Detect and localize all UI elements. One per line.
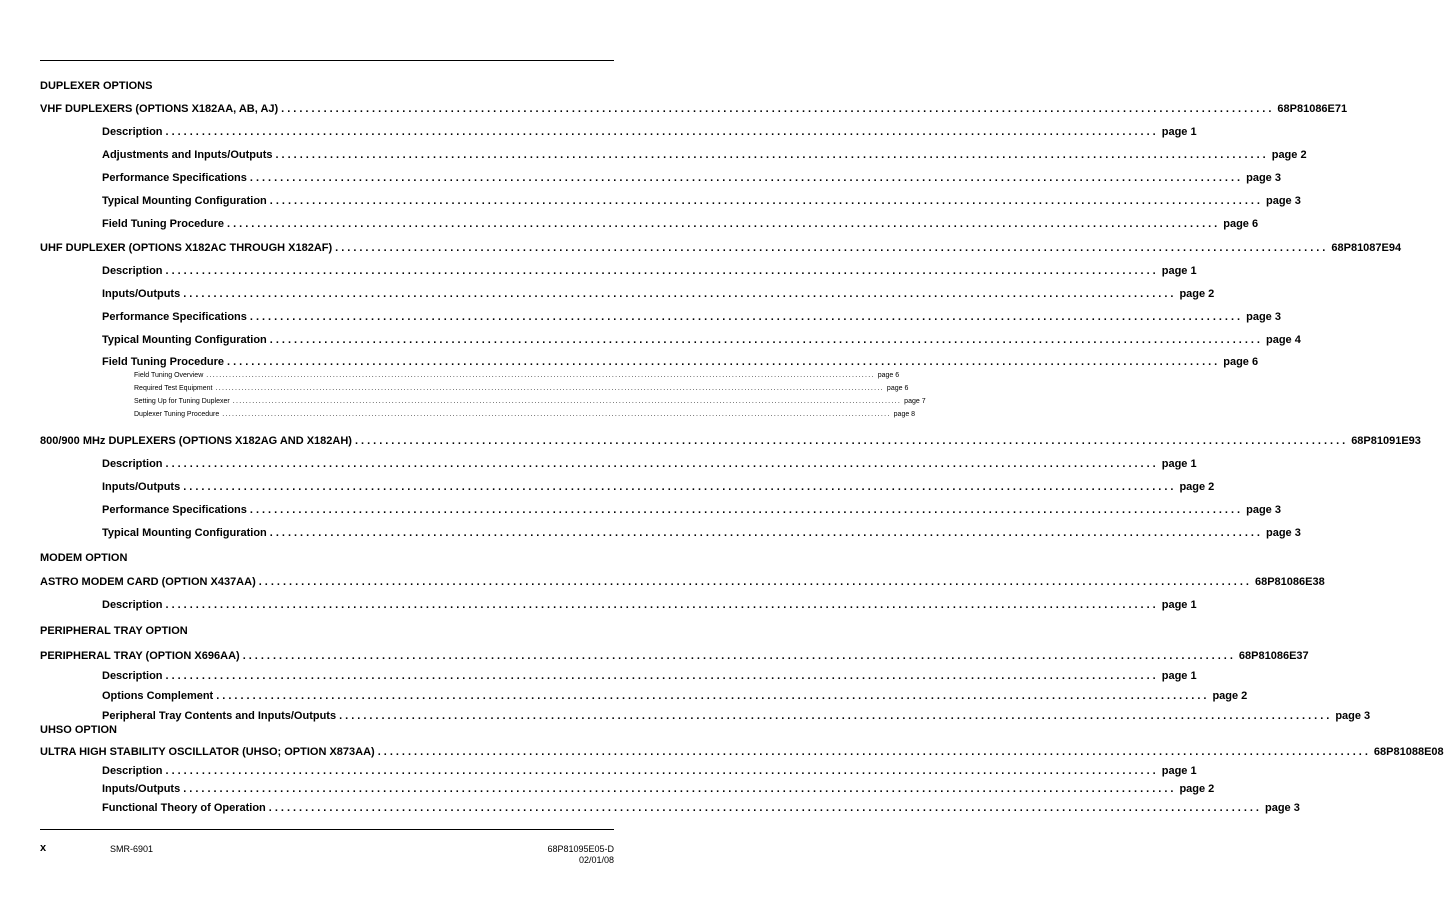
toc-entry[interactable] — [102, 710, 1371, 722]
toc-entry-page: page 1 — [1161, 458, 1197, 470]
toc-entry-title: Inputs/Outputs — [102, 481, 181, 493]
toc-entry-title: 800/900 MHz DUPLEXERS (OPTIONS X182AG AND X182AH) — [40, 435, 352, 447]
toc-entry-title: Description — [102, 265, 163, 277]
toc-entry-page: page 6 — [1223, 356, 1259, 368]
dot-leader: .................................................................................................................................................................... — [183, 481, 1177, 493]
toc-entry-page: page 3 — [1246, 172, 1281, 184]
toc-subentry[interactable] — [134, 372, 900, 379]
toc-entry-page: page 3 — [1266, 195, 1301, 207]
toc-entry-title: Field Tuning Overview — [134, 372, 204, 379]
top-rule — [40, 60, 614, 61]
toc-entry-page: 68P81086E38 — [1254, 576, 1325, 588]
footer-manual-code: SMR-6901 — [110, 844, 154, 854]
toc-entry[interactable] — [102, 783, 1215, 795]
toc-entry-page: page 3 — [1265, 802, 1300, 814]
toc-entry-title: Description — [102, 670, 163, 682]
dot-leader: .................................................................................................................................................................... — [269, 527, 1263, 539]
toc-entry-page: page 6 — [1223, 218, 1259, 230]
dot-leader: .................................................................................................................................................................... — [216, 690, 1210, 702]
dot-leader: .................................................................................................................................................................... — [183, 783, 1177, 795]
toc-entry[interactable] — [102, 356, 1259, 368]
section-heading-duplexer: DUPLEXER OPTIONS — [40, 80, 153, 92]
toc-entry-title: Typical Mounting Configuration — [102, 334, 267, 346]
toc-entry-page: 68P81086E37 — [1238, 650, 1309, 662]
toc-entry[interactable] — [102, 126, 1197, 138]
toc-entry-title: ULTRA HIGH STABILITY OSCILLATOR (UHSO; OPTION X873AA) — [40, 746, 375, 758]
dot-leader: .................................................................................................................................................................... — [249, 311, 1244, 323]
toc-entry[interactable] — [102, 311, 1281, 323]
toc-entry-page: page 2 — [1179, 288, 1215, 300]
dot-leader: .................................................................................................................................................................... — [268, 802, 1262, 814]
toc-entry-title: Setting Up for Tuning Duplexer — [134, 398, 230, 405]
toc-entry-title: VHF DUPLEXERS (OPTIONS X182AA, AB, AJ) — [40, 103, 279, 115]
toc-entry-page: page 2 — [1212, 690, 1248, 702]
dot-leader: .................................................................................................................................................................... — [165, 765, 1159, 777]
toc-entry-page: page 6 — [877, 372, 900, 379]
dot-leader: .............................................................................................................................................................................................................. — [206, 372, 875, 379]
dot-leader: .................................................................................................................................................................... — [269, 334, 1263, 346]
toc-entry-page: page 8 — [893, 411, 916, 418]
footer-doc-number: 68P81095E05-D — [547, 844, 614, 854]
toc-entry-page: page 1 — [1161, 670, 1197, 682]
toc-entry-title: Description — [102, 765, 163, 777]
toc-entry-title: Typical Mounting Configuration — [102, 527, 267, 539]
dot-leader: .................................................................................................................................................................... — [354, 435, 1349, 447]
toc-entry[interactable] — [102, 334, 1301, 346]
toc-entry-title: Inputs/Outputs — [102, 783, 181, 795]
toc-entry-title: Peripheral Tray Contents and Inputs/Outputs — [102, 710, 337, 722]
toc-entry-page: page 3 — [1266, 527, 1301, 539]
toc-subentry[interactable] — [134, 398, 926, 405]
toc-entry-page: page 1 — [1161, 265, 1197, 277]
dot-leader: .................................................................................................................................................................... — [227, 356, 1221, 368]
footer-date: 02/01/08 — [578, 855, 614, 865]
toc-entry[interactable] — [102, 149, 1307, 161]
toc-entry-title: Typical Mounting Configuration — [102, 195, 267, 207]
dot-leader: .................................................................................................................................................................... — [165, 599, 1159, 611]
toc-entry-page: page 2 — [1179, 783, 1215, 795]
toc-entry[interactable] — [102, 765, 1197, 777]
toc-entry[interactable] — [40, 650, 1309, 662]
toc-entry[interactable] — [102, 504, 1281, 516]
dot-leader: .................................................................................................................................................................... — [165, 458, 1159, 470]
toc-entry-page: page 3 — [1335, 710, 1371, 722]
toc-entry-page: 68P81086E71 — [1277, 103, 1348, 115]
toc-entry-page: 68P81088E08 — [1373, 746, 1444, 758]
dot-leader: .............................................................................................................................................................................................................. — [215, 385, 884, 392]
toc-entry-page: page 3 — [1246, 311, 1281, 323]
dot-leader: .................................................................................................................................................................... — [227, 218, 1221, 230]
toc-entry[interactable] — [102, 527, 1301, 539]
toc-entry-title: Inputs/Outputs — [102, 288, 181, 300]
dot-leader: .................................................................................................................................................................... — [269, 195, 1263, 207]
toc-entry[interactable] — [40, 103, 1348, 115]
toc-entry-page: page 6 — [886, 385, 909, 392]
dot-leader: .................................................................................................................................................................... — [242, 650, 1236, 662]
toc-entry-page: page 1 — [1161, 126, 1197, 138]
toc-entry[interactable] — [102, 690, 1248, 702]
toc-entry-page: page 7 — [904, 398, 926, 405]
dot-leader: .................................................................................................................................................................... — [165, 126, 1159, 138]
toc-entry-title: UHF DUPLEXER (OPTIONS X182AC THROUGH X182AF) — [40, 242, 333, 254]
toc-entry-title: Options Complement — [102, 690, 214, 702]
toc-entry-title: Description — [102, 458, 163, 470]
toc-subentry[interactable] — [134, 411, 916, 418]
toc-entry[interactable] — [102, 265, 1197, 277]
toc-entry[interactable] — [102, 288, 1215, 300]
toc-entry[interactable] — [40, 242, 1402, 254]
toc-entry[interactable] — [102, 172, 1281, 184]
toc-entry-page: page 4 — [1266, 334, 1301, 346]
toc-entry-title: Field Tuning Procedure — [102, 218, 225, 230]
toc-entry-title: Required Test Equipment — [134, 385, 213, 392]
toc-entry-title: Description — [102, 126, 163, 138]
toc-entry-title: Adjustments and Inputs/Outputs — [102, 149, 273, 161]
toc-entry-page: page 1 — [1161, 599, 1197, 611]
dot-leader: .................................................................................................................................................................... — [281, 103, 1275, 115]
toc-entry-page: page 3 — [1246, 504, 1281, 516]
dot-leader: .............................................................................................................................................................................................................. — [222, 411, 891, 418]
toc-entry[interactable] — [40, 435, 1421, 447]
toc-entry[interactable] — [40, 746, 1444, 758]
toc-entry[interactable] — [102, 481, 1215, 493]
toc-entry-title: Field Tuning Procedure — [102, 356, 225, 368]
dot-leader: .................................................................................................................................................................... — [339, 710, 1333, 722]
toc-entry-page: 68P81091E93 — [1351, 435, 1421, 447]
toc-entry-title: Description — [102, 599, 163, 611]
toc-entry[interactable] — [102, 195, 1301, 207]
dot-leader: .................................................................................................................................................................... — [249, 172, 1244, 184]
dot-leader: .................................................................................................................................................................... — [377, 746, 1371, 758]
section-heading-uhso: UHSO OPTION — [40, 724, 118, 736]
toc-entry-page: page 2 — [1179, 481, 1215, 493]
toc-entry[interactable] — [40, 576, 1325, 588]
toc-entry-title: Functional Theory of Operation — [102, 802, 266, 814]
dot-leader: .................................................................................................................................................................... — [275, 149, 1269, 161]
section-heading-modem: MODEM OPTION — [40, 552, 128, 564]
dot-leader: .................................................................................................................................................................... — [258, 576, 1252, 588]
toc-entry-page: page 2 — [1271, 149, 1307, 161]
dot-leader: .................................................................................................................................................................... — [249, 504, 1244, 516]
dot-leader: .............................................................................................................................................................................................................. — [232, 398, 902, 405]
toc-entry-title: Performance Specifications — [102, 504, 247, 516]
dot-leader: .................................................................................................................................................................... — [335, 242, 1329, 254]
toc-entry[interactable] — [102, 599, 1197, 611]
dot-leader: .................................................................................................................................................................... — [165, 670, 1159, 682]
bottom-rule — [40, 829, 614, 830]
footer-page-number: x — [40, 842, 47, 854]
toc-entry-title: ASTRO MODEM CARD (OPTION X437AA) — [40, 576, 256, 588]
toc-entry-page: page 1 — [1161, 765, 1197, 777]
toc-entry[interactable] — [102, 670, 1197, 682]
toc-entry[interactable] — [102, 218, 1259, 230]
toc-entry-title: PERIPHERAL TRAY (OPTION X696AA) — [40, 650, 240, 662]
toc-entry-page: 68P81087E94 — [1331, 242, 1402, 254]
toc-entry-title: Performance Specifications — [102, 172, 247, 184]
toc-entry-title: Duplexer Tuning Procedure — [134, 411, 220, 418]
dot-leader: .................................................................................................................................................................... — [165, 265, 1159, 277]
dot-leader: .................................................................................................................................................................... — [183, 288, 1177, 300]
section-heading-peripheral-tray: PERIPHERAL TRAY OPTION — [40, 625, 188, 637]
toc-entry-title: Performance Specifications — [102, 311, 247, 323]
toc-entry[interactable] — [102, 802, 1300, 814]
toc-entry[interactable] — [102, 458, 1197, 470]
toc-subentry[interactable] — [134, 385, 909, 392]
